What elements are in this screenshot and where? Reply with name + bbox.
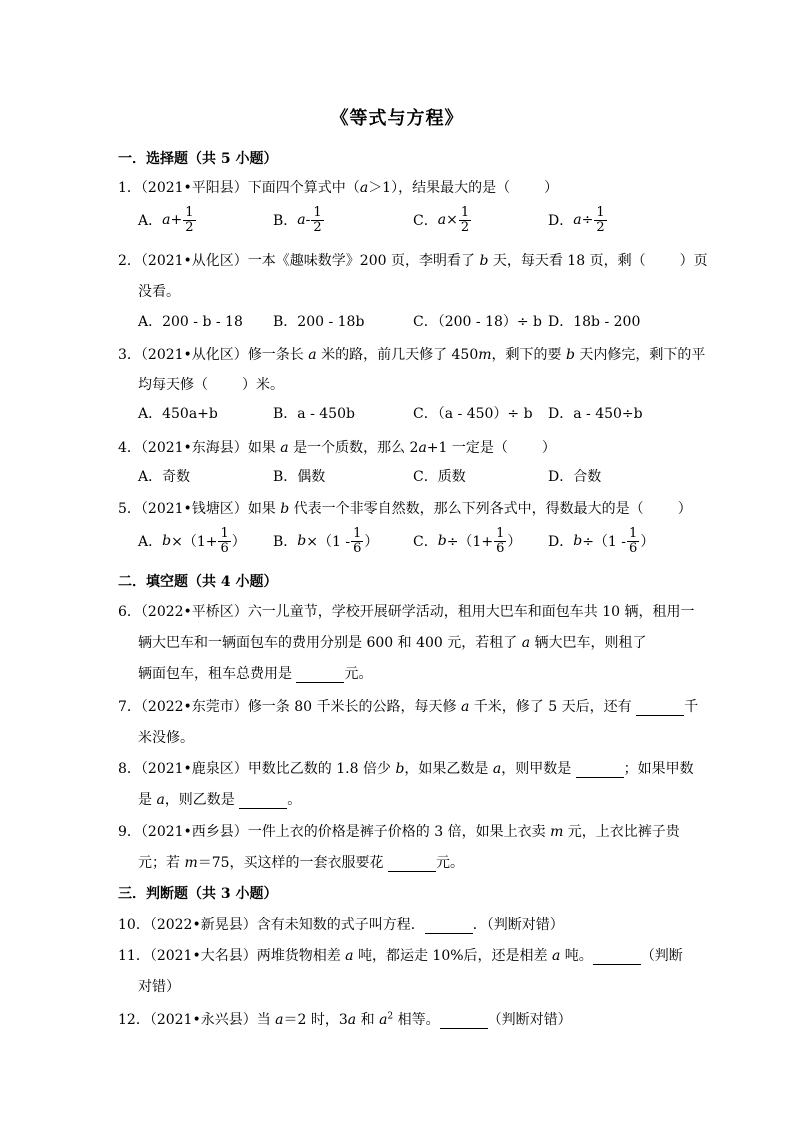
question-7: 7．（2022•东莞市）修一条 80 千米长的公路，每天修 a 千米，修了 5 天后，还有 千: [118, 699, 699, 715]
question-4: 4．（2021•东海县）如果 a 是一个质数，那么 2a+1 一定是（ ）: [118, 440, 556, 456]
question-2-line-2: 没看。: [138, 284, 180, 300]
question-12: 12．（2021•永兴县）当 a＝2 时，3a 和 $a^2$ 相等。 （判断对错）: [118, 1011, 572, 1028]
option-b[interactable]: B．a - 450b: [273, 406, 355, 422]
section-heading-choice: 一．选择题（共 5 小题）: [118, 151, 278, 167]
question-3: 3．（2021•从化区）修一条长 a 米的路，前几天修了 450m，剩下的要 b 天内修完，剩下的平: [118, 347, 706, 363]
option-c[interactable]: C． a × $\frac{1}{2}$: [413, 204, 470, 235]
answer-blank[interactable]: [388, 857, 436, 872]
answer-blank[interactable]: [296, 668, 344, 683]
answer-blank[interactable]: [576, 763, 624, 778]
option-d[interactable]: D． b ÷（1 - $\frac{1}{6}$ ）: [548, 525, 655, 556]
option-a[interactable]: A．450a+b: [138, 406, 218, 422]
option-a[interactable]: A．奇数: [138, 469, 191, 485]
option-d[interactable]: D． a ÷ $\frac{1}{2}$: [548, 204, 605, 235]
question-2-options: [138, 306, 658, 336]
question-6-line-2: 辆大巴车和一辆面包车的费用分别是 600 和 400 元，若租了 a 辆大巴车，则租了: [138, 635, 647, 651]
question-1: 1．（2021•平阳县）下面四个算式中（a＞1），结果最大的是（ ）: [118, 180, 559, 196]
question-11: 11．（2021•大名县）两堆货物相差 a 吨，都运走 10%后，还是相差 a 吨。 （判断: [118, 948, 683, 964]
question-1-options: [138, 205, 658, 235]
option-c[interactable]: C．质数: [413, 469, 466, 485]
answer-blank[interactable]: [593, 950, 641, 965]
question-8-line-2: 是 a，则乙数是 。: [138, 792, 302, 808]
option-d[interactable]: D．合数: [548, 469, 602, 485]
question-6: 6．（2022•平桥区）六一儿童节，学校开展研学活动，租用大巴车和面包车共 10 辆，租用一: [118, 604, 695, 620]
question-8: 8．（2021•鹿泉区）甲数比乙数的 1.8 倍少 b，如果乙数是 a，则甲数是 ；如果甲数: [118, 761, 694, 777]
question-3-line-2: 均每天修（ ）米。: [138, 377, 284, 393]
question-7-line-2: 米没修。: [138, 730, 194, 746]
answer-blank[interactable]: [425, 919, 473, 934]
answer-blank[interactable]: [440, 1014, 488, 1029]
question-2: 2．（2021•从化区）一本《趣味数学》200 页，李明看了 b 天，每天看 18 页，剩（ ）页: [118, 253, 708, 269]
option-d[interactable]: D．18b - 200: [548, 314, 641, 330]
answer-blank[interactable]: [636, 701, 684, 716]
section-heading-fill: 二．填空题（共 4 小题）: [118, 574, 278, 590]
option-c[interactable]: C．（200 - 18）÷ b: [413, 314, 543, 330]
option-a[interactable]: A．200 - b - 18: [138, 314, 243, 330]
question-9-line-2: 元；若 m＝75，买这样的一套衣服要花 元。: [138, 855, 464, 871]
option-c[interactable]: C． b ÷（1+ $\frac{1}{6}$ ）: [413, 525, 522, 556]
option-a[interactable]: A． a + $\frac{1}{2}$: [138, 204, 194, 235]
question-10: 10．（2022•新晃县）含有未知数的式子叫方程． ．（判断对错）: [118, 917, 564, 933]
option-b[interactable]: B．偶数: [273, 469, 326, 485]
question-5-options: [138, 526, 658, 556]
question-5: 5．（2021•钱塘区）如果 b 代表一个非零自然数，那么下列各式中，得数最大的是（ ）: [118, 501, 692, 517]
option-b[interactable]: B．200 - 18b: [273, 314, 365, 330]
option-b[interactable]: B． b ×（1 - $\frac{1}{6}$ ）: [273, 525, 379, 556]
section-heading-judge: 三．判断题（共 3 小题）: [118, 886, 278, 902]
question-11-line-2: 对错）: [138, 979, 180, 995]
option-c[interactable]: C．（a - 450）÷ b: [413, 406, 533, 422]
option-d[interactable]: D．a - 450÷b: [548, 406, 643, 422]
answer-blank[interactable]: [239, 794, 287, 809]
question-9: 9．（2021•西乡县）一件上衣的价格是裤子价格的 3 倍，如果上衣卖 m 元，上衣比裤子贵: [118, 824, 680, 840]
option-b[interactable]: B． a - $\frac{1}{2}$: [273, 204, 322, 235]
option-a[interactable]: A． b ×（1+ $\frac{1}{6}$ ）: [138, 525, 246, 556]
question-6-line-3: 辆面包车，租车总费用是 元。: [138, 666, 373, 682]
question-4-options: [138, 461, 658, 491]
question-3-options: [138, 398, 658, 428]
page-title: 《等式与方程》: [330, 108, 464, 129]
